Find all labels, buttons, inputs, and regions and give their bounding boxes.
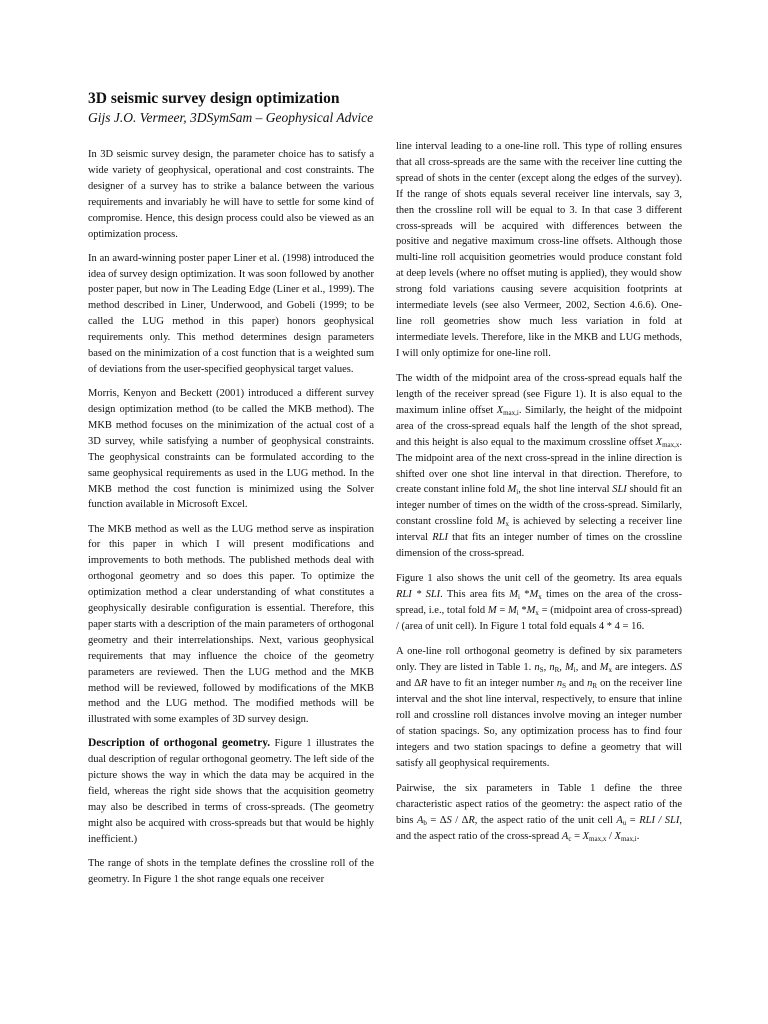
variable: X (496, 404, 504, 416)
text-run: A one-line roll orthogonal geometry is defined by six parameters only. They are listed in Table 1. (396, 646, 682, 674)
subscript: b (423, 818, 427, 827)
variable: R (420, 678, 428, 690)
variable: M (599, 662, 609, 674)
author-line: Gijs J.O. Vermeer, 3DSymSam – Geophysical Advice (88, 110, 374, 125)
subscript: x (505, 520, 509, 529)
subscript: i (516, 488, 519, 497)
text-run: on the receiver line interval and the shot line interval, respectively, to ensure that inline roll and crossline roll distances involve moving an integer number of station spacings. So, any optimization process has to find four integers and two station spacings to define a geometry that will satisfy all geophysical requirements. (396, 678, 682, 769)
text-run: , the shot line interval (518, 484, 613, 496)
subscript: i (516, 609, 519, 618)
mkb-method-paragraph: Morris, Kenyon and Beckett (2001) introduced a different survey design optimization method (to be called the MKB method). The MKB method focuses on the minimization of the actual cost of a 3D survey, while satisfying a number of geophysical constraints. The geophysical constraints can be formulated according to the same geophysical requirements as used in the LUG method. In the MKB method the cost function is minimized using the Solver function available in Microsoft Excel. (88, 388, 374, 511)
text-run: . Similarly, the height of the midpoint area of the cross-spread equals half the length of the shot spread, and this height is also equal to the maximum crossline offset (396, 404, 683, 448)
variable: n (587, 678, 593, 690)
subscript: max,x (589, 834, 607, 843)
variable: X (614, 830, 621, 842)
text-run: * (520, 589, 530, 601)
unit-cell-paragraph (396, 571, 682, 635)
text-run: , (559, 662, 565, 674)
variable: M (507, 484, 517, 496)
variable: R (468, 814, 475, 826)
section-heading: Description of orthogonal geometry. (88, 737, 271, 750)
aspect-ratios-paragraph (396, 781, 682, 845)
text-run: The width of the midpoint area of the cross-spread equals half the length of the receiver spread (see Figure 1). It is also equal to the maximum inline offset (396, 373, 682, 416)
text-run: . The midpoint area of the next cross-spread in the inline direction is shifted over one shot line interval in that direction. Therefore, to create constant inline fold (396, 436, 682, 496)
six-parameters-paragraph (396, 644, 682, 771)
text-run: . This area fits (440, 589, 510, 601)
shot-range-paragraph: The range of shots in the template defines the crossline roll of the geometry. In Figure 1 the shot range equals one receiver (88, 858, 374, 885)
text-run: , (543, 662, 550, 674)
subscript: max,i (620, 834, 637, 843)
subscript: c (568, 834, 572, 843)
subscript: R (592, 682, 598, 691)
subscript: i (573, 666, 576, 675)
variable: SLI (612, 484, 627, 496)
paper-title: 3D seismic survey design optimization (88, 90, 340, 107)
paper-outline-paragraph: The MKB method as well as the LUG method serve as inspiration for this paper in which I will present modifications and improvements to both methods. The published methods deal with orthogonal geometry and so does this paper. To optimize the optimization method a clear understanding of what constitutes a geophysically desirable configuration is essential. Therefore, this paper starts with a description of the main parameters of orthogonal geometry and their interrelationships. Next, various geophysical requirements that may influence the choice of the geometry parameters are reviewed. Then the LUG method and the MKB method will be reviewed, followed by modifications of the MKB method and the LUG method. The modified methods will be illustrated with some examples of 3D survey design. (88, 523, 374, 726)
text-run: times on the area of the cross-spread, i.e., total fold (396, 589, 682, 617)
subscript: x (538, 593, 542, 602)
variable: n (549, 662, 555, 674)
text-run: that fits an integer number of times on the crossline dimension of the cross-spread. (396, 532, 682, 560)
variable: S (676, 662, 683, 674)
text-run: is achieved by selecting a receiver line interval (396, 516, 682, 544)
text-run: Figure 1 also shows the unit cell of the geometry. Its area equals (396, 573, 682, 585)
text-run: are integers. Δ (611, 662, 677, 674)
text-run: , and the aspect ratio of the cross-spread (396, 814, 682, 842)
variable: S (446, 814, 452, 826)
subscript: max,i (503, 408, 519, 417)
variable: n (556, 678, 563, 690)
midpoint-area-paragraph (396, 371, 682, 562)
text-run: and (566, 678, 588, 690)
subscript: x (608, 666, 612, 675)
subscript: u (622, 818, 627, 827)
subscript: i (518, 593, 520, 602)
subscript: R (554, 666, 560, 675)
variable: n (534, 662, 540, 674)
text-run: / (606, 830, 615, 842)
text-run: = (496, 605, 508, 617)
variable: A (616, 814, 623, 826)
text-run: Pairwise, the six parameters in Table 1 define the three characteristic aspect ratios of the geometry: the aspect ratio of the bins (396, 783, 682, 826)
right-column (396, 139, 682, 854)
orthogonal-geometry-paragraph (88, 736, 374, 847)
subscript: max,x (662, 440, 680, 449)
text-run: , and (575, 662, 600, 674)
text-run: = (571, 830, 583, 842)
variable: RLI * SLI (396, 589, 441, 601)
variable: M (526, 605, 536, 617)
left-column (88, 147, 374, 896)
text-run: = (midpoint area of cross-spread) / (area of unit cell). In Figure 1 total fold equals 4 * 4 = 16. (396, 605, 683, 633)
variable: RLI / SLI (639, 814, 680, 826)
variable: M (508, 605, 517, 617)
variable: M (529, 589, 539, 601)
lug-method-paragraph: In an award-winning poster paper Liner et al. (1998) introduced the idea of survey design optimization. It was soon followed by another poster paper, but now in The Leading Edge (Liner et al., 1999). The method described in Liner, Underwood, and Gobeli (1999; to be called the LUG method in this paper) honors geophysical requirements only. This method determines design parameters based on the minimization of a cost function that is a weighted sum of deviations from the user-specified geophysical target values. (88, 252, 374, 375)
subscript: S (562, 682, 566, 691)
variable: M (509, 589, 519, 601)
intro-paragraph: In 3D seismic survey design, the parameter choice has to satisfy a wide variety of geophysical, operational and cost constraints. The designer of a survey has to strike a balance between the various requirements and invariably he will have to settle for some kind of compromise. Hence, this design process could also be viewed as an optimization process. (88, 149, 374, 240)
variable: X (655, 436, 663, 448)
text-run: and Δ (396, 678, 421, 690)
section-heading-body: Figure 1 illustrates the dual description of regular orthogonal geometry. The left side of the picture shows the way in which the data may be acquired in the field, whereas the right side shows that the acquisition geometry may also be described in terms of cross-spreads. (The geometry might also be acquired with cross-spreads but that would be highly inefficient.) (88, 738, 374, 845)
text-run: . (636, 830, 640, 842)
variable: RLI (432, 532, 448, 544)
text-run: * (518, 605, 527, 617)
variable: X (582, 830, 590, 842)
variable: M (487, 605, 497, 617)
text-run: = (626, 814, 640, 826)
variable: A (416, 814, 424, 826)
text-run: = Δ (426, 814, 447, 826)
text-run: , the aspect ratio of the unit cell (474, 814, 617, 826)
variable: M (496, 516, 506, 528)
text-run: should fit an integer number of times on the width of the cross-spread. Similarly, constant crossline fold (396, 484, 683, 528)
subscript: x (535, 609, 539, 618)
text-run: have to fit an integer number (427, 678, 557, 690)
variable: A (561, 830, 569, 842)
line-roll-paragraph: line interval leading to a one-line roll. This type of rolling ensures that all cross-spreads are the same with the receiver line cutting the spread of shots in the center (except along the edges of the survey). If the range of shots equals several receiver line intervals, say 3, then the crossline roll will be equal to 3. In that case 3 different cross-spreads will be acquired with differences between the positive and negative maximum cross-line offsets. Although those multi-line roll acquisition geometries would produce constant fold at deep levels (where no offset muting is applied), they would show strong fold variations causing severe acquisition footprints at intermediate levels (see also Vermeer, 2002, Section 4.6.6). One-line roll geometries show much less variation in fold at intermediate levels. Therefore, like in the MKB and LUG methods, I will only optimize for one-line roll. (396, 141, 682, 359)
text-run: / Δ (451, 814, 469, 826)
subscript: S (539, 666, 544, 675)
variable: M (564, 662, 574, 674)
